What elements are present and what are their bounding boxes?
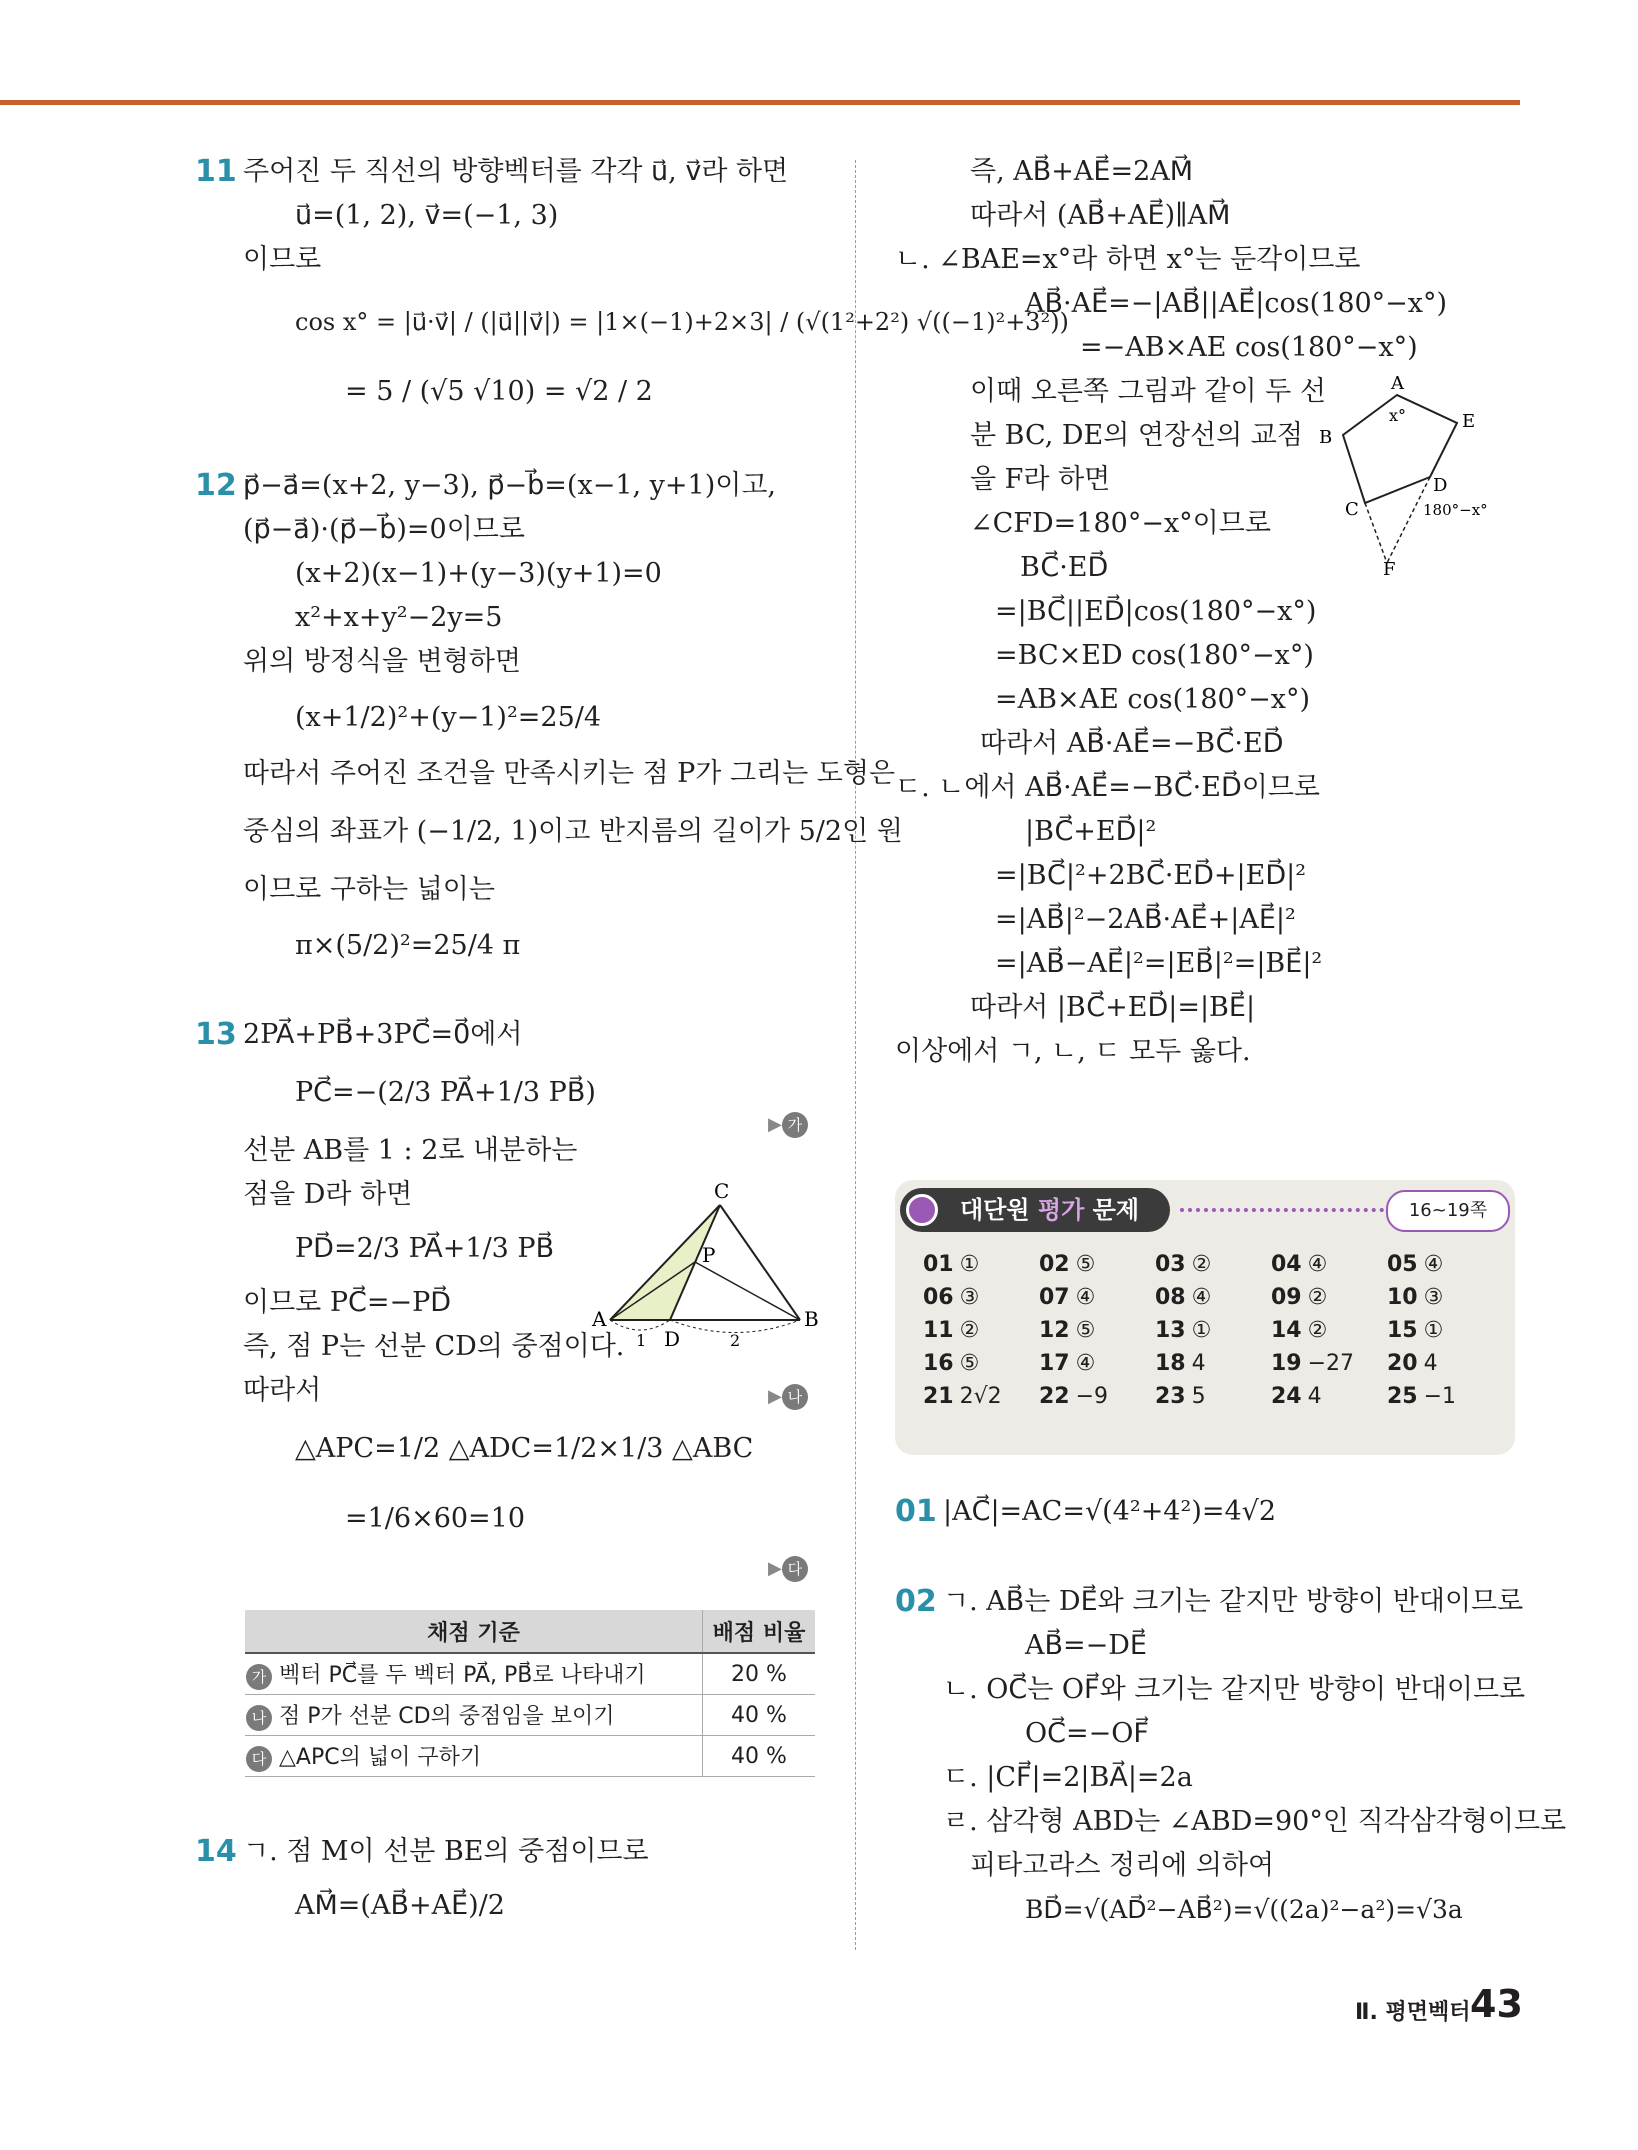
section-title: Ⅱ. 평면벡터: [1355, 2000, 1471, 2025]
formula-line: cos x° = |u⃗·v⃗| / (|u⃗||v⃗|) = |1×(−1)+2×3| / (√(1²+2²) √((−1)²+3²)): [295, 308, 1069, 336]
text-line: ㄴ. ∠BAE=x°라 하면 x°는 둔각이므로: [895, 244, 1361, 275]
answer-item: [1155, 1252, 1271, 1277]
answer-item: [923, 1318, 1039, 1343]
answer-item: [1271, 1351, 1387, 1376]
answer-value: ②: [1307, 1285, 1328, 1310]
label-ratio-2: 2: [730, 1331, 741, 1350]
answer-value: ①: [959, 1252, 980, 1277]
label-p: P: [702, 1243, 716, 1267]
marker-icon: 다: [246, 1746, 272, 1772]
right-column: [895, 150, 1535, 1074]
answer-number: 07: [1039, 1285, 1070, 1310]
answer-value: ④: [1075, 1285, 1096, 1310]
answer-number: 12: [1039, 1318, 1070, 1343]
score-percent: 20 %: [703, 1653, 816, 1695]
answer-number: 08: [1155, 1285, 1186, 1310]
label-ext-angle: 180°−x°: [1423, 501, 1488, 519]
answer-item: [1039, 1252, 1155, 1277]
text-line: 주어진 두 직선의 방향벡터를 각각 u⃗, v⃗라 하면: [243, 156, 789, 187]
answer-number: 25: [1387, 1384, 1418, 1409]
problem-number: 11: [195, 154, 237, 189]
label-d: D: [664, 1327, 681, 1351]
problem-number: 14: [195, 1834, 237, 1869]
answer-value: 4: [1191, 1351, 1206, 1376]
text-line: 따라서: [243, 1375, 322, 1406]
text-line: ㄱ. AB⃗는 DE⃗와 크기는 같지만 방향이 반대이므로: [943, 1586, 1524, 1617]
text-line: p⃗−a⃗=(x+2, y−3), p⃗−b⃗=(x−1, y+1)이고,: [243, 470, 776, 501]
answer-value: 5: [1191, 1384, 1206, 1409]
formula-line: 이므로 PC⃗=−PD⃗: [243, 1287, 452, 1318]
formula-line: x²+x+y²−2y=5: [295, 602, 503, 633]
answer-number: 03: [1155, 1252, 1186, 1277]
step-marker-ga: ▶ 가: [768, 1112, 808, 1138]
formula-line: = 5 / (√5 √10) = √2 / 2: [345, 376, 653, 407]
answer-number: 05: [1387, 1252, 1418, 1277]
text-line: ㄹ. 삼각형 ABD는 ∠ABD=90°인 직각삼각형이므로: [943, 1806, 1567, 1837]
title-part: 문제: [1084, 1196, 1140, 1224]
text-line: 이때 오른쪽 그림과 같이 두 선: [970, 376, 1326, 407]
answer-number: 16: [923, 1351, 954, 1376]
label-ratio-1: 1: [636, 1331, 647, 1350]
text-line: 피타고라스 정리에 의하여: [970, 1850, 1275, 1881]
text-line: ㄷ. ㄴ에서 AB⃗·AE⃗=−BC⃗·ED⃗이므로: [895, 772, 1321, 803]
title-highlight: 평가: [1037, 1196, 1085, 1224]
side-bc: [720, 1205, 800, 1320]
answer-box-header: [900, 1188, 1510, 1232]
text-line: ㄱ. 점 M이 선분 BE의 중점이므로: [243, 1836, 649, 1867]
answer-number: 01: [923, 1252, 954, 1277]
table-row: [245, 1736, 815, 1777]
text-line: 따라서 (AB⃗+AE⃗)∥AM⃗: [970, 200, 1231, 231]
label-b: B: [804, 1307, 819, 1331]
label-e: E: [1462, 411, 1476, 432]
formula-line: |AC⃗|=AC=√(4²+4²)=4√2: [943, 1496, 1277, 1527]
problem-number: 13: [195, 1017, 237, 1052]
text-line: 즉, AB⃗+AE⃗=2AM⃗: [970, 156, 1194, 187]
answer-item: [1387, 1285, 1503, 1310]
answer-number: 17: [1039, 1351, 1070, 1376]
answer-value: ④: [1191, 1285, 1212, 1310]
formula-line: =AB×AE cos(180°−x°): [995, 684, 1311, 715]
answer-grid: [923, 1252, 1503, 1409]
text-line: ∠CFD=180°−x°이므로: [970, 508, 1271, 539]
formula-line: =|BC⃗|²+2BC⃗·ED⃗+|ED⃗|²: [995, 860, 1307, 891]
answer-item: [1155, 1384, 1271, 1409]
marker-icon: 나: [782, 1384, 808, 1410]
formula-line: =BC×ED cos(180°−x°): [995, 640, 1314, 671]
answer-number: 22: [1039, 1384, 1070, 1409]
answer-number: 20: [1387, 1351, 1418, 1376]
formula-line: (x+1/2)²+(y−1)²=25/4: [295, 702, 602, 733]
answer-value: ④: [1307, 1252, 1328, 1277]
text-line: 따라서 |BC⃗+ED⃗|=|BE⃗|: [970, 992, 1256, 1023]
table-row: [245, 1695, 815, 1736]
answer-value: 2√2: [959, 1384, 1002, 1409]
answer-item: [1155, 1285, 1271, 1310]
table-header-row: [245, 1610, 815, 1653]
text-line: 점을 D라 하면: [243, 1179, 413, 1210]
text-line: 을 F라 하면: [970, 464, 1111, 495]
answer-value: ②: [959, 1318, 980, 1343]
column-header: 채점 기준: [245, 1610, 703, 1653]
answer-item: [1039, 1384, 1155, 1409]
formula-line: AB⃗·AE⃗=−|AB⃗||AE⃗|cos(180°−x°): [1025, 288, 1448, 319]
answer-item: [923, 1384, 1039, 1409]
answer-number: 10: [1387, 1285, 1418, 1310]
answer-box-title: [900, 1188, 1170, 1232]
column-divider: [855, 160, 856, 1950]
formula-line: BC⃗·ED⃗: [1020, 552, 1109, 583]
problem-11: [195, 150, 1069, 414]
answer-value: ③: [1423, 1285, 1444, 1310]
answer-item: [1387, 1318, 1503, 1343]
answer-value: ①: [1191, 1318, 1212, 1343]
answer-value: ④: [1423, 1252, 1444, 1277]
answer-item: [1387, 1384, 1503, 1409]
criterion-text: 벡터 PC⃗를 두 벡터 PA⃗, PB⃗로 나타내기: [279, 1663, 646, 1688]
answer-item: [1039, 1285, 1155, 1310]
formula-line: =1/6×60=10: [345, 1503, 526, 1534]
text-line: u⃗=(1, 2), v⃗=(−1, 3): [295, 200, 559, 231]
dim-arc-1: [610, 1320, 670, 1330]
answer-number: 02: [1039, 1252, 1070, 1277]
answer-item: [923, 1285, 1039, 1310]
text-line: 위의 방정식을 변형하면: [243, 646, 521, 677]
column-header: 배점 비율: [703, 1610, 816, 1653]
title-part: 대단원: [960, 1196, 1038, 1224]
answer-value: ⑤: [1075, 1252, 1096, 1277]
marker-icon: 가: [782, 1112, 808, 1138]
formula-line: π×(5/2)²=25/4 π: [295, 930, 521, 961]
answer-item: [1271, 1384, 1387, 1409]
problem-14: [195, 1830, 835, 1928]
formula-line: AM⃗=(AB⃗+AE⃗)/2: [295, 1890, 505, 1921]
extension-ed: [1387, 477, 1430, 563]
answer-value: ④: [1075, 1351, 1096, 1376]
formula-line: BD⃗=√(AD⃗²−AB⃗²)=√((2a)²−a²)=√3a: [1025, 1895, 1463, 1924]
step-marker-da: ▶ 다: [768, 1556, 808, 1582]
text-line: 선분 AB를 1 : 2로 내분하는: [243, 1135, 578, 1166]
problem-12: [195, 464, 903, 968]
answer-number: 21: [923, 1384, 954, 1409]
answer-item: [1039, 1351, 1155, 1376]
pentagon-figure: [1305, 375, 1515, 575]
text-line: 이상에서 ㄱ, ㄴ, ㄷ 모두 옳다.: [895, 1036, 1251, 1067]
answer-item: [1271, 1318, 1387, 1343]
triangle-figure: [590, 1180, 830, 1360]
formula-line: =|BC⃗||ED⃗|cos(180°−x°): [995, 596, 1317, 627]
answer-value: −27: [1307, 1351, 1355, 1376]
answer-number: 13: [1155, 1318, 1186, 1343]
marker-icon: 나: [246, 1705, 272, 1731]
answer-item: [1155, 1351, 1271, 1376]
answer-value: ①: [1423, 1318, 1444, 1343]
answer-number: 09: [1271, 1285, 1302, 1310]
criterion-text: △APC의 넓이 구하기: [279, 1745, 482, 1770]
answer-value: 4: [1423, 1351, 1438, 1376]
answer-item: [1271, 1285, 1387, 1310]
answer-item: [923, 1351, 1039, 1376]
score-percent: 40 %: [703, 1736, 816, 1777]
answer-box: [895, 1180, 1515, 1455]
label-c: C: [714, 1180, 730, 1203]
text-line: 분 BC, DE의 연장선의 교점: [970, 420, 1303, 451]
answer-value: −9: [1075, 1384, 1109, 1409]
text-line: (p⃗−a⃗)·(p⃗−b⃗)=0이므로: [243, 514, 525, 545]
answer-value: 4: [1307, 1384, 1322, 1409]
text-line: 2PA⃗+PB⃗+3PC⃗=0⃗에서: [243, 1019, 523, 1050]
page-range: 16~19쪽: [1386, 1190, 1510, 1232]
formula-line: PC⃗=−(2/3 PA⃗+1/3 PB⃗): [295, 1077, 596, 1108]
answer-number: 11: [923, 1318, 954, 1343]
formula-line: =|AB⃗−AE⃗|²=|EB⃗|²=|BE⃗|²: [995, 948, 1323, 979]
answer-item: [1387, 1252, 1503, 1277]
text-line: 즉, 점 P는 선분 CD의 중점이다.: [243, 1331, 625, 1362]
answer-number: 06: [923, 1285, 954, 1310]
solution-02: [895, 1580, 1567, 1932]
problem-number: 12: [195, 468, 237, 503]
text-line: 따라서 AB⃗·AE⃗=−BC⃗·ED⃗: [980, 728, 1284, 759]
text-line: 이므로: [243, 244, 322, 275]
formula-line: △APC=1/2 △ADC=1/2×1/3 △ABC: [295, 1433, 754, 1464]
label-a: A: [1391, 375, 1404, 394]
answer-number: 18: [1155, 1351, 1186, 1376]
answer-number: 15: [1387, 1318, 1418, 1343]
target-icon: [906, 1194, 938, 1226]
formula-line: =−AB×AE cos(180°−x°): [1080, 332, 1418, 363]
problem-number: 01: [895, 1494, 937, 1529]
answer-value: −1: [1423, 1384, 1457, 1409]
answer-number: 14: [1271, 1318, 1302, 1343]
answer-number: 19: [1271, 1351, 1302, 1376]
answer-value: ②: [1307, 1318, 1328, 1343]
extension-bc: [1365, 503, 1387, 563]
answer-value: ⑤: [959, 1351, 980, 1376]
answer-item: [1271, 1252, 1387, 1277]
label-a: A: [592, 1307, 607, 1331]
scoring-table: [245, 1610, 815, 1777]
answer-item: [1039, 1318, 1155, 1343]
answer-item: [923, 1252, 1039, 1277]
label-c: C: [1345, 499, 1359, 520]
answer-number: 24: [1271, 1384, 1302, 1409]
formula-line: (x+2)(x−1)+(y−3)(y+1)=0: [295, 558, 662, 589]
segment-bp: [695, 1262, 800, 1320]
marker-icon: 가: [246, 1664, 272, 1690]
text-line: ㄷ. |CF⃗|=2|BA⃗|=2a: [943, 1762, 1193, 1793]
answer-value: ⑤: [1075, 1318, 1096, 1343]
label-b: B: [1319, 427, 1333, 448]
text-line: 이므로 구하는 넓이는: [243, 874, 495, 905]
solution-01: [895, 1490, 1535, 1534]
criterion-text: 점 P가 선분 CD의 중점임을 보이기: [279, 1704, 615, 1729]
table-row: [245, 1653, 815, 1695]
answer-value: ②: [1191, 1252, 1212, 1277]
step-marker-na: ▶ 나: [768, 1384, 808, 1410]
page-number: 43: [1470, 1982, 1523, 2026]
text-line: 따라서 주어진 조건을 만족시키는 점 P가 그리는 도형은: [243, 758, 896, 789]
text-line: ㄴ. OC⃗는 OF⃗와 크기는 같지만 방향이 반대이므로: [943, 1674, 1526, 1705]
answer-number: 23: [1155, 1384, 1186, 1409]
formula-line: =|AB⃗|²−2AB⃗·AE⃗+|AE⃗|²: [995, 904, 1296, 935]
marker-icon: 다: [782, 1556, 808, 1582]
answer-number: 04: [1271, 1252, 1302, 1277]
formula-line: |BC⃗+ED⃗|²: [1025, 816, 1157, 847]
text-line: 중심의 좌표가 (−1/2, 1)이고 반지름의 길이가 5/2인 원: [243, 816, 903, 847]
answer-item: [1155, 1318, 1271, 1343]
top-rule: [0, 100, 1520, 105]
problem-number: 02: [895, 1584, 937, 1619]
answer-value: ③: [959, 1285, 980, 1310]
label-angle: x°: [1389, 406, 1407, 425]
score-percent: 40 %: [703, 1695, 816, 1736]
label-d: D: [1433, 475, 1448, 496]
formula-line: AB⃗=−DE⃗: [1025, 1630, 1147, 1661]
dotted-connector: [1180, 1208, 1400, 1212]
answer-item: [1387, 1351, 1503, 1376]
formula-line: PD⃗=2/3 PA⃗+1/3 PB⃗: [295, 1233, 555, 1264]
formula-line: OC⃗=−OF⃗: [1025, 1718, 1149, 1749]
label-f: F: [1383, 559, 1396, 575]
